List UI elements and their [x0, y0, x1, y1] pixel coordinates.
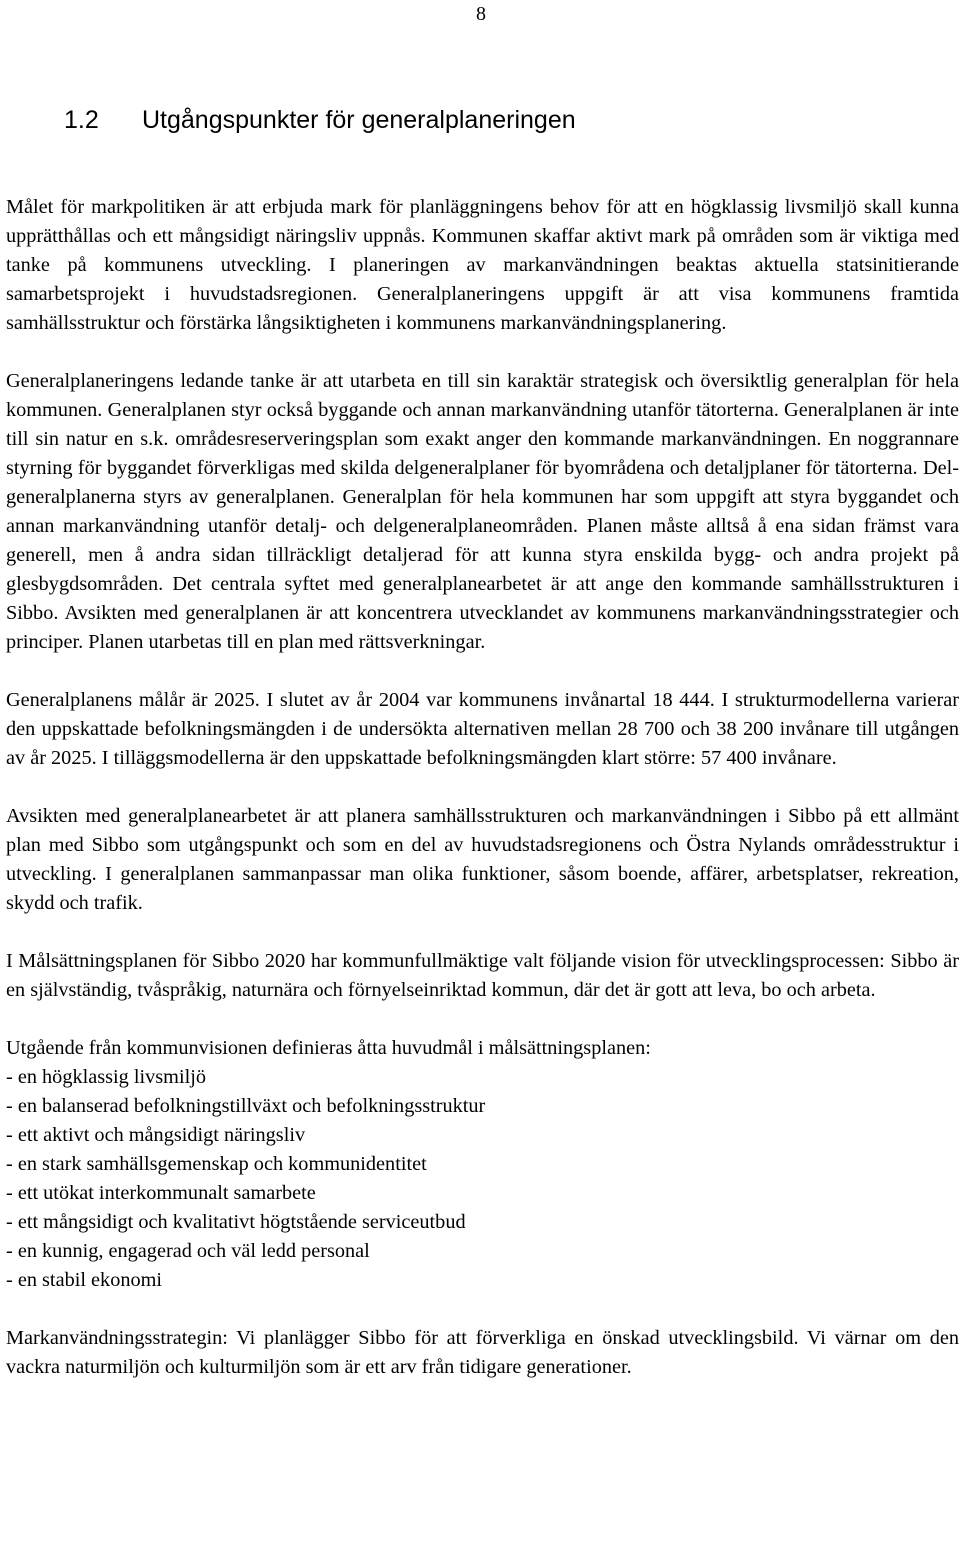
section-heading — [64, 104, 576, 136]
paragraph-target-year: Generalplanens målår är 2025. I slutet av år 2004 var kommunens invånartal 18 444. I strukturmodellerna varierar den uppskattade befolkningsmängden i de undersökta alternativen mellan 28 700 och 38 200 invånare till utgången av år 2025. I tilläggsmodellerna är den uppskattade befolkningsmängden klart större: 57 400 invånare. — [6, 689, 959, 769]
body-text — [6, 193, 959, 1382]
paragraph-leading-idea: Generalplaneringens ledande tanke är att utarbeta en till sin karaktär strategisk och översiktlig generalplan för hela kommunen. Generalplanen styr också byggande och annan markanvändning utanför tätorterna. Generalplanen är inte till sin natur en s.k. områdesreserveringsplan som exakt anger den kommande markanvändningen. En noggrannare styrning för byggandet förverkligas med skilda delgeneralplaner för byområdena och detaljplaner för tätorterna. Delgeneralplanerna styrs av generalplanen. Generalplan för hela kommunen har som uppgift att styra byggandet och annan markanvändning utanför detalj- och delgeneralplaneområden. Planen måste alltså å ena sidan främst vara generell, men å andra sidan tillräckligt detaljerad för att kunna styra enskilda bygg- och andra projekt på glesbygdsområden. Det centrala syftet med generalplanearbetet är att ange den kommande samhällsstrukturen i Sibbo. Avsikten med generalplanen är att koncentrera utvecklandet av kommunens markanvändningsstrategier och principer. Planen utarbetas till en plan med rättsverkningar. — [6, 370, 959, 653]
list-item: - en kunnig, engagerad och väl ledd personal — [6, 1240, 370, 1262]
paragraph-vision: I Målsättningsplanen för Sibbo 2020 har kommunfullmäktige valt följande vision för utvecklingsprocessen: Sibbo är en självständig, tvåspråkig, naturnära och förnyelseinriktad kommun, där det är gott att leva, bo och arbeta. — [6, 950, 959, 1001]
list-item: - en stark samhällsgemenskap och kommunidentitet — [6, 1153, 427, 1175]
list-item: - en högklassig livsmiljö — [6, 1066, 206, 1088]
section-number: 1.2 — [64, 106, 99, 134]
list-item: - ett aktivt och mångsidigt näringsliv — [6, 1124, 306, 1146]
list-item: - ett mångsidigt och kvalitativt högtstående serviceutbud — [6, 1211, 466, 1233]
list-item: - en stabil ekonomi — [6, 1269, 163, 1291]
page-number: 8 — [476, 3, 486, 25]
section-title: Utgångspunkter för generalplaneringen — [142, 106, 576, 134]
paragraph-market-policy: Målet för markpolitiken är att erbjuda mark för planläggningens behov för att en högklassig livsmiljö skall kunna upprätthållas och ett mångsidigt näringsliv uppnås. Kommunen skaffar aktivt mark på områden som är viktiga med tanke på kommunens utveckling. I planeringen av markanvändningen beaktas aktuella statsinitierande samarbetsprojekt i huvudstadsregionen. Generalplaneringens uppgift är att visa kommunens framtida samhällsstruktur och förstärka långsiktigheten i kommunens markanvändningsplanering. — [6, 196, 959, 334]
paragraph-land-use-strategy: Markanvändningsstrategin: Vi planlägger Sibbo för att förverkliga en önskad utvecklingsbild. Vi värnar om den vackra naturmiljön och kulturmiljön som är ett arv från tidigare generationer. — [6, 1327, 959, 1378]
paragraph-goals-intro: Utgående från kommunvisionen definieras åtta huvudmål i målsättningsplanen: — [6, 1037, 651, 1059]
paragraph-purpose: Avsikten med generalplanearbetet är att planera samhällsstrukturen och markanvändningen i Sibbo på ett allmänt plan med Sibbo som utgångspunkt och som en del av huvudstadsregionens och Östra Nylands områdesstruktur i utveckling. I generalplanen sammanpassar man olika funktioner, såsom boende, affärer, arbetsplatser, rekreation, skydd och trafik. — [6, 805, 959, 914]
goals-list — [6, 1063, 959, 1295]
list-item: - ett utökat interkommunalt samarbete — [6, 1182, 316, 1204]
list-item: - en balanserad befolkningstillväxt och befolkningsstruktur — [6, 1095, 486, 1117]
